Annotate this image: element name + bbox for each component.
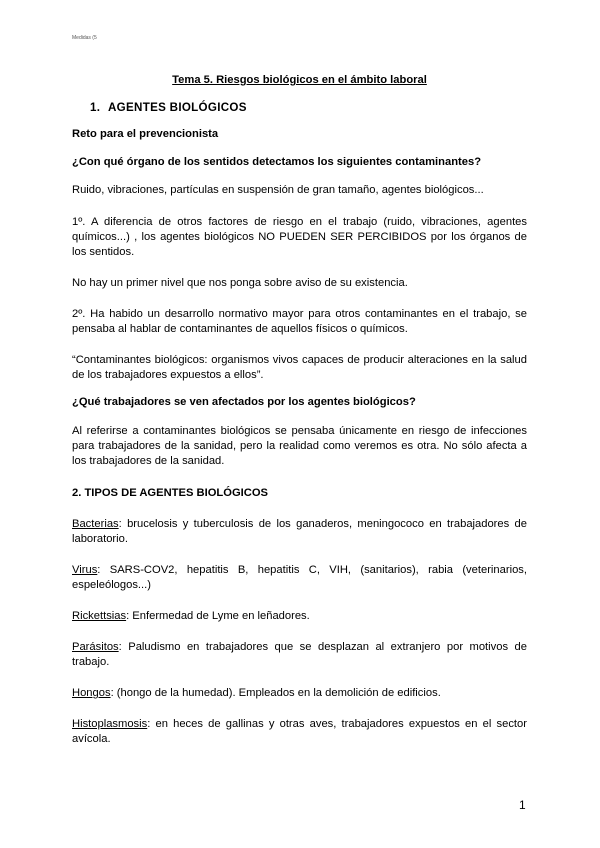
paragraph-affected-workers: Al referirse a contaminantes biológicos se pensaba únicamente en riesgo de infecciones para trabajadores de la sanidad, pero la realidad como veremos es otra. No sólo afecta a los trabajadores de la sanidad.: [72, 425, 527, 467]
question-affected-workers: ¿Qué trabajadores se ven afectados por los agentes biológicos?: [72, 396, 416, 408]
agent-description: : SARS-COV2, hepatitis B, hepatitis C, VIH, (sanitarios), rabia (veterinarios, espeleólogos...): [72, 564, 527, 591]
agent-description: : en heces de gallinas y otras aves, trabajadores expuestos en el sector avícola.: [72, 718, 527, 745]
agent-item-parasitos: [72, 640, 527, 670]
agent-term: Rickettsias: [72, 610, 127, 622]
paragraph-no-warning-level: No hay un primer nivel que nos ponga sobre aviso de su existencia.: [72, 277, 408, 289]
agent-term: Virus: [72, 564, 98, 576]
agent-item-hongos: [72, 686, 527, 701]
agent-description: : (hongo de la humedad). Empleados en la demolición de edificios.: [110, 687, 441, 699]
agent-item-bacterias: [72, 517, 527, 547]
agent-term: Hongos: [72, 687, 111, 699]
agent-description: : Enfermedad de Lyme en leñadores.: [126, 610, 310, 622]
paragraph-first-point: 1º. A diferencia de otros factores de riesgo en el trabajo (ruido, vibraciones, agentes químicos...) , los agentes biológicos NO PUEDEN SER PERCIBIDOS por los órganos de los sentidos.: [72, 216, 527, 258]
page-header-label: Medidas (5: [72, 35, 97, 41]
section-1-heading-text: AGENTES BIOLÓGICOS: [108, 101, 247, 114]
section-1-number: 1.: [90, 101, 101, 114]
question-senses: ¿Con qué órgano de los sentidos detectamos los siguientes contaminantes?: [72, 156, 482, 168]
agent-term: Parásitos: [72, 641, 119, 653]
paragraph-second-point: 2º. Ha habido un desarrollo normativo mayor para otros contaminantes en el trabajo, se pensaba al hablar de contaminantes de aquellos físicos o químicos.: [72, 308, 527, 335]
agent-term: Histoplasmosis: [72, 718, 148, 730]
page-number: 1: [519, 798, 526, 812]
agent-description: : brucelosis y tuberculosis de los ganaderos, meningococo en trabajadores de laboratorio.: [72, 518, 527, 545]
agent-item-histoplasmosis: [72, 717, 527, 747]
challenge-heading: Reto para el prevencionista: [72, 128, 219, 140]
document-body: [72, 73, 527, 747]
agent-description: : Paludismo en trabajadores que se desplazan al extranjero por motivos de trabajo.: [72, 641, 527, 668]
section-1-heading: [72, 100, 527, 115]
agent-item-rickettsias: [72, 609, 527, 624]
document-title: Tema 5. Riesgos biológicos en el ámbito laboral: [172, 74, 427, 86]
paragraph-definition: “Contaminantes biológicos: organismos vivos capaces de producir alteraciones en la salud de los trabajadores expuestos a ellos”.: [72, 354, 527, 381]
agent-term: Bacterias: [72, 518, 119, 530]
paragraph-contaminants: Ruido, vibraciones, partículas en suspensión de gran tamaño, agentes biológicos...: [72, 184, 484, 196]
section-2-heading: 2. TIPOS DE AGENTES BIOLÓGICOS: [72, 487, 269, 499]
agent-item-virus: [72, 563, 527, 593]
